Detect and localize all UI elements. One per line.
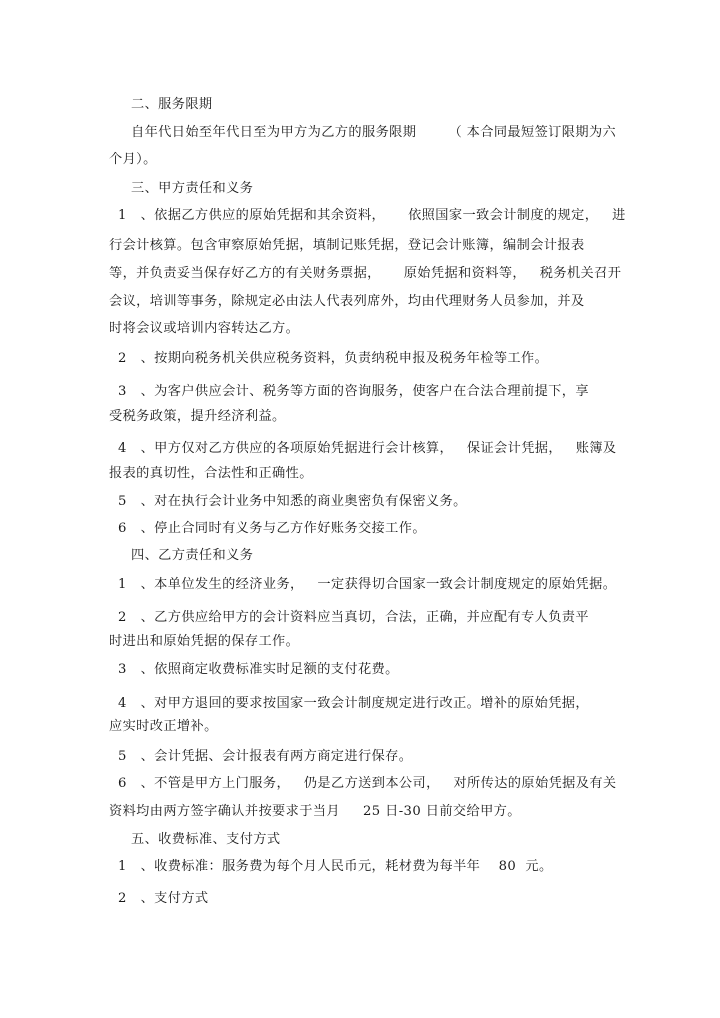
list-item-line: 3 、依照商定收费标准实时足额的支付花费。 [118,662,399,677]
section-heading: 三、甲方责任和义务 [131,181,254,196]
paragraph-line: 应实时改正增补。 [109,719,218,734]
paragraph-line: 行会计核算。包含审察原始凭据，填制记账凭据，登记会计账簿，编制会计报表 [109,238,585,253]
list-item-line: 1 、本单位发生的经济业务， 一定获得切合国家一致会计制度规定的原始凭据。 [118,577,617,592]
paragraph-line: 受税务政策，提升经济利益。 [109,409,286,424]
section-heading: 五、收费标准、支付方式 [131,832,281,847]
list-item-line: 2 、乙方供应给甲方的会计资料应当真切，合法，正确，并应配有专人负责平 [118,610,589,625]
list-item-line: 3 、为客户供应会计、税务等方面的咨询服务，使客户在合法合理前提下，享 [118,384,589,399]
list-item-line: 1 、依据乙方供应的原始凭据和其余资料， 依照国家一致会计制度的规定， 进 [118,208,626,223]
paragraph-line: 资料均由两方签字确认并按要求于当月 25 日-30 日前交给甲方。 [109,804,521,819]
list-item-line: 6 、不管是甲方上门服务， 仍是乙方送到本公司， 对所传达的原始凭据及有关 [118,776,617,791]
paragraph-line: 时将会议或培训内容转达乙方。 [109,321,300,336]
list-item-line: 5 、对在执行会计业务中知悉的商业奥密负有保密义务。 [118,494,467,509]
list-item-line: 4 、甲方仅对乙方供应的各项原始凭据进行会计核算， 保证会计凭据， 账簿及 [118,441,617,456]
section-heading: 二、服务限期 [131,97,213,112]
paragraph-line: 会议，培训等事务，除规定必由法人代表列席外，均由代理财务人员参加，并及 [109,294,585,309]
list-item-line: 4 、对甲方退回的要求按国家一致会计制度规定进行改正。增补的原始凭据， [118,696,589,711]
paragraph-line: 时进出和原始凭据的保存工作。 [109,634,300,649]
list-item-line: 5 、会计凭据、会计报表有两方商定进行保存。 [118,749,413,764]
list-item-line: 1 、收费标准：服务费为每个月人民币元，耗材费为每半年 80 元。 [118,859,553,874]
list-item-line: 2 、按期向税务机关供应税务资料，负责纳税申报及税务年检等工作。 [118,351,549,366]
paragraph-line: 自年代日始至年代日至为甲方为乙方的服务限期 （ 本合同最短签订限期为六 [131,125,617,140]
list-item-line: 2 、支付方式 [118,891,209,906]
section-heading: 四、乙方责任和义务 [131,548,254,563]
paragraph-line: 等，并负责妥当保存好乙方的有关财务票据， 原始凭据和资料等， 税务机关召开 [109,266,622,281]
paragraph-line: 报表的真切性，合法性和正确性。 [109,466,313,481]
list-item-line: 6 、停止合同时有义务与乙方作好账务交接工作。 [118,521,426,536]
paragraph-line: 个月）。 [109,152,157,167]
